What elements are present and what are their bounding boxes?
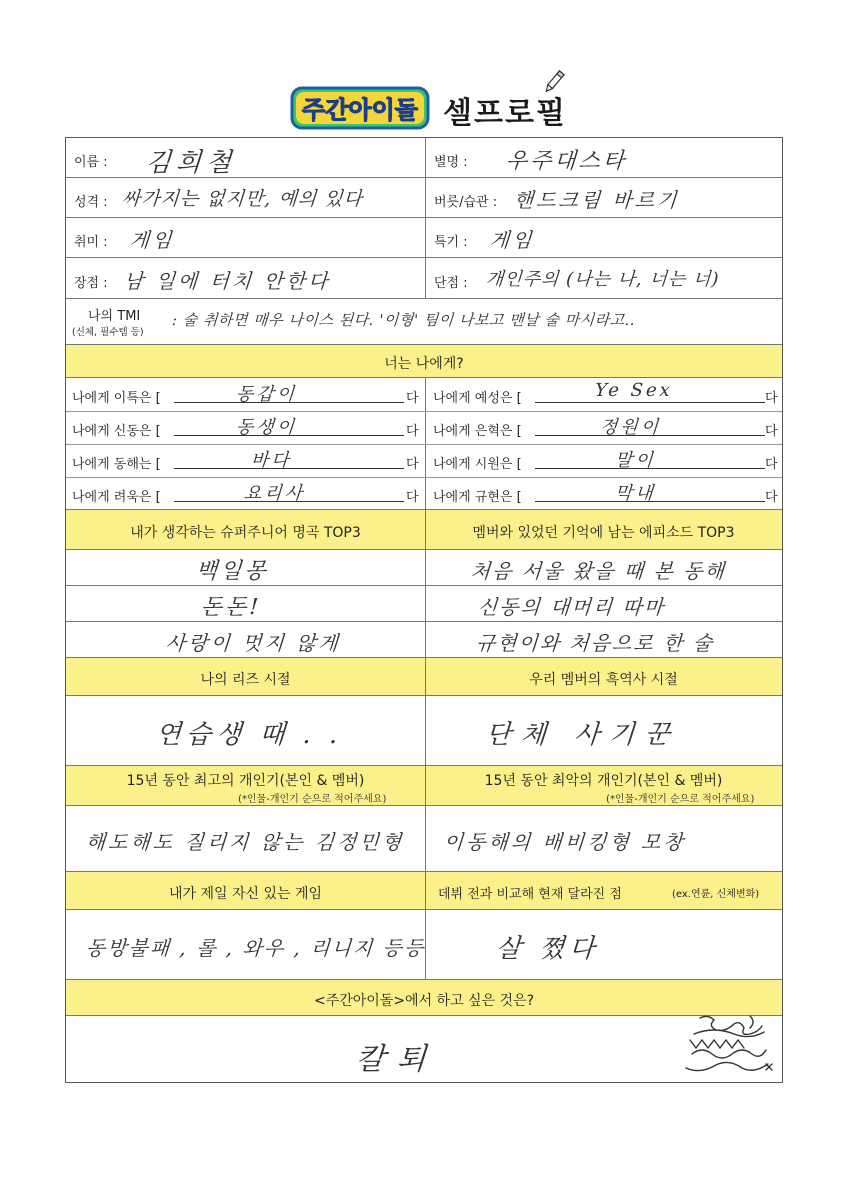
tmi-value: : 술 취하면 매우 나이스 된다. '이형' 팀이 나보고 맨날 술 마시라고.. (171, 311, 636, 329)
relation-value: Ye Sex (594, 380, 674, 401)
relation-label: 나에게 예성은 [ (433, 391, 522, 406)
skill-best-title: 15년 동안 최고의 개인기(본인 & 멤버) (126, 773, 365, 789)
profile-form (65, 137, 783, 1083)
eras-dark-value: 단체 사기꾼 (484, 720, 681, 750)
talent-value: 게임 (489, 228, 536, 252)
section-eras-header (66, 658, 782, 696)
wish-row (66, 1016, 782, 1082)
tmi-sub-label: (신체, 필수템 등) (72, 327, 144, 338)
strength-value: 남 일에 터치 안한다 (123, 269, 332, 293)
wish-title: <주간아이돌>에서 하고 싶은 것은? (313, 993, 535, 1009)
relation-suffix: 다 (765, 457, 778, 472)
change-value: 살 쪘다 (494, 934, 601, 964)
skill-row (66, 806, 782, 872)
row-strength (66, 258, 782, 299)
row-name (66, 138, 782, 178)
divider (425, 258, 426, 298)
skill-note: (*인물-개인기 순으로 적어주세요) (606, 794, 755, 805)
relation-label: 나에게 신동은 [ (72, 424, 161, 439)
list-item (66, 378, 425, 412)
underline (535, 401, 765, 403)
relation-suffix: 다 (406, 391, 419, 406)
personality-label: 성격 : (74, 195, 108, 210)
relation-label: 나에게 이특은 [ (72, 391, 161, 406)
list-item (425, 444, 782, 478)
signature-graphic (680, 1010, 780, 1082)
relation-suffix: 다 (765, 391, 778, 406)
skill-best-value: 해도해도 질리지 않는 김정민형 (85, 830, 405, 854)
weakness-value: 개인주의 (나는 나, 너는 너) (485, 269, 721, 290)
personality-value: 싸가지는 없지만, 예의 있다 (121, 188, 364, 210)
habit-label: 버릇/습관 : (434, 195, 498, 210)
top3-episode: 처음 서울 왔을 때 본 동해 (470, 559, 727, 583)
relation-label: 나에게 려욱은 [ (72, 490, 161, 505)
signature (680, 1010, 780, 1082)
list-item (66, 411, 425, 445)
skill-worst-value: 이동해의 배비킹형 모창 (443, 830, 687, 854)
divider (425, 586, 426, 621)
top3-song: 사랑이 멋지 않게 (165, 631, 342, 655)
you-to-me-block (66, 378, 782, 510)
relation-value: 막내 (614, 483, 657, 504)
divider (425, 218, 426, 257)
nickname-label: 별명 : (434, 155, 468, 170)
relation-suffix: 다 (765, 490, 778, 505)
row-personality (66, 178, 782, 218)
divider (425, 806, 426, 871)
skill-worst-title: 15년 동안 최악의 개인기(본인 & 멤버) (484, 773, 723, 789)
top3-row (66, 550, 782, 586)
eras-right-title: 우리 멤버의 흑역사 시절 (529, 672, 678, 688)
list-item (425, 477, 782, 510)
name-value: 김희철 (144, 148, 238, 178)
logo-graphic (290, 82, 430, 132)
game-row (66, 910, 782, 980)
change-title-note: (ex.연륜, 신체변화) (672, 889, 760, 900)
relation-value: 바다 (250, 450, 293, 471)
top3-row (66, 586, 782, 622)
relation-suffix: 다 (406, 457, 419, 472)
top3-left-title: 내가 생각하는 슈퍼주니어 명곡 TOP3 (130, 525, 361, 541)
relation-value: 요리사 (243, 483, 306, 504)
top3-episode: 신동의 대머리 따마 (477, 595, 667, 619)
section-wish-header (66, 980, 782, 1016)
top3-song: 돈돈! (199, 595, 263, 620)
top3-right-title: 멤버와 있었던 기억에 남는 에피소드 TOP3 (472, 525, 735, 541)
name-label: 이름 : (74, 155, 108, 170)
relation-label: 나에게 시원은 [ (433, 457, 522, 472)
page-title: 셀프로필 (443, 96, 567, 131)
weekly-idol-logo (290, 82, 430, 132)
eras-prime-value: 연습생 때 . . (154, 720, 344, 750)
section-game-header (66, 872, 782, 910)
divider (425, 622, 426, 657)
relation-value: 정원이 (599, 417, 662, 438)
row-tmi (66, 299, 782, 345)
relation-label: 나에게 동해는 [ (72, 457, 161, 472)
list-item (425, 411, 782, 445)
relation-label: 나에게 규현은 [ (433, 490, 522, 505)
divider (425, 178, 426, 217)
divider (425, 138, 426, 177)
row-hobby (66, 218, 782, 258)
section-you-to-me (66, 345, 782, 378)
relation-value: 동갑이 (235, 384, 298, 405)
weakness-label: 단점 : (434, 276, 468, 291)
logo-text: 주간아이돌 (302, 96, 418, 124)
list-item (66, 444, 425, 478)
list-item (66, 477, 425, 510)
skill-note: (*인물-개인기 순으로 적어주세요) (238, 794, 387, 805)
top3-episode: 규현이와 처음으로 한 술 (475, 631, 716, 655)
eras-left-title: 나의 리즈 시절 (200, 672, 291, 688)
relation-value: 동생이 (235, 417, 298, 438)
divider (425, 550, 426, 585)
section-title: 너는 나에게? (384, 356, 464, 372)
pencil-icon (540, 68, 568, 96)
game-title: 내가 제일 자신 있는 게임 (168, 886, 323, 902)
list-item (425, 378, 782, 412)
eras-row (66, 696, 782, 766)
strength-label: 장점 : (74, 276, 108, 291)
page-header (0, 78, 849, 138)
divider (425, 872, 426, 909)
section-skill-header (66, 766, 782, 806)
divider (425, 696, 426, 765)
relation-value: 말이 (614, 450, 657, 471)
hobby-label: 취미 : (74, 235, 108, 250)
nickname-value: 우주대스타 (504, 149, 628, 174)
relation-suffix: 다 (406, 490, 419, 505)
relation-suffix: 다 (406, 424, 419, 439)
wish-value: 칼퇴 (354, 1042, 439, 1077)
game-value: 동방불패 , 롤 , 와우 , 리니지 등등 (85, 936, 427, 960)
tmi-label: 나의 TMI (88, 309, 141, 324)
top3-row (66, 622, 782, 658)
top3-song: 백일몽 (194, 559, 270, 584)
relation-label: 나에게 은혁은 [ (433, 424, 522, 439)
section-top3-header (66, 510, 782, 550)
change-title: 데뷔 전과 비교해 현재 달라진 점 (438, 887, 622, 902)
relation-suffix: 다 (765, 424, 778, 439)
hobby-value: 게임 (129, 228, 176, 252)
talent-label: 특기 : (434, 235, 468, 250)
habit-value: 핸드크림 바르기 (513, 188, 681, 212)
